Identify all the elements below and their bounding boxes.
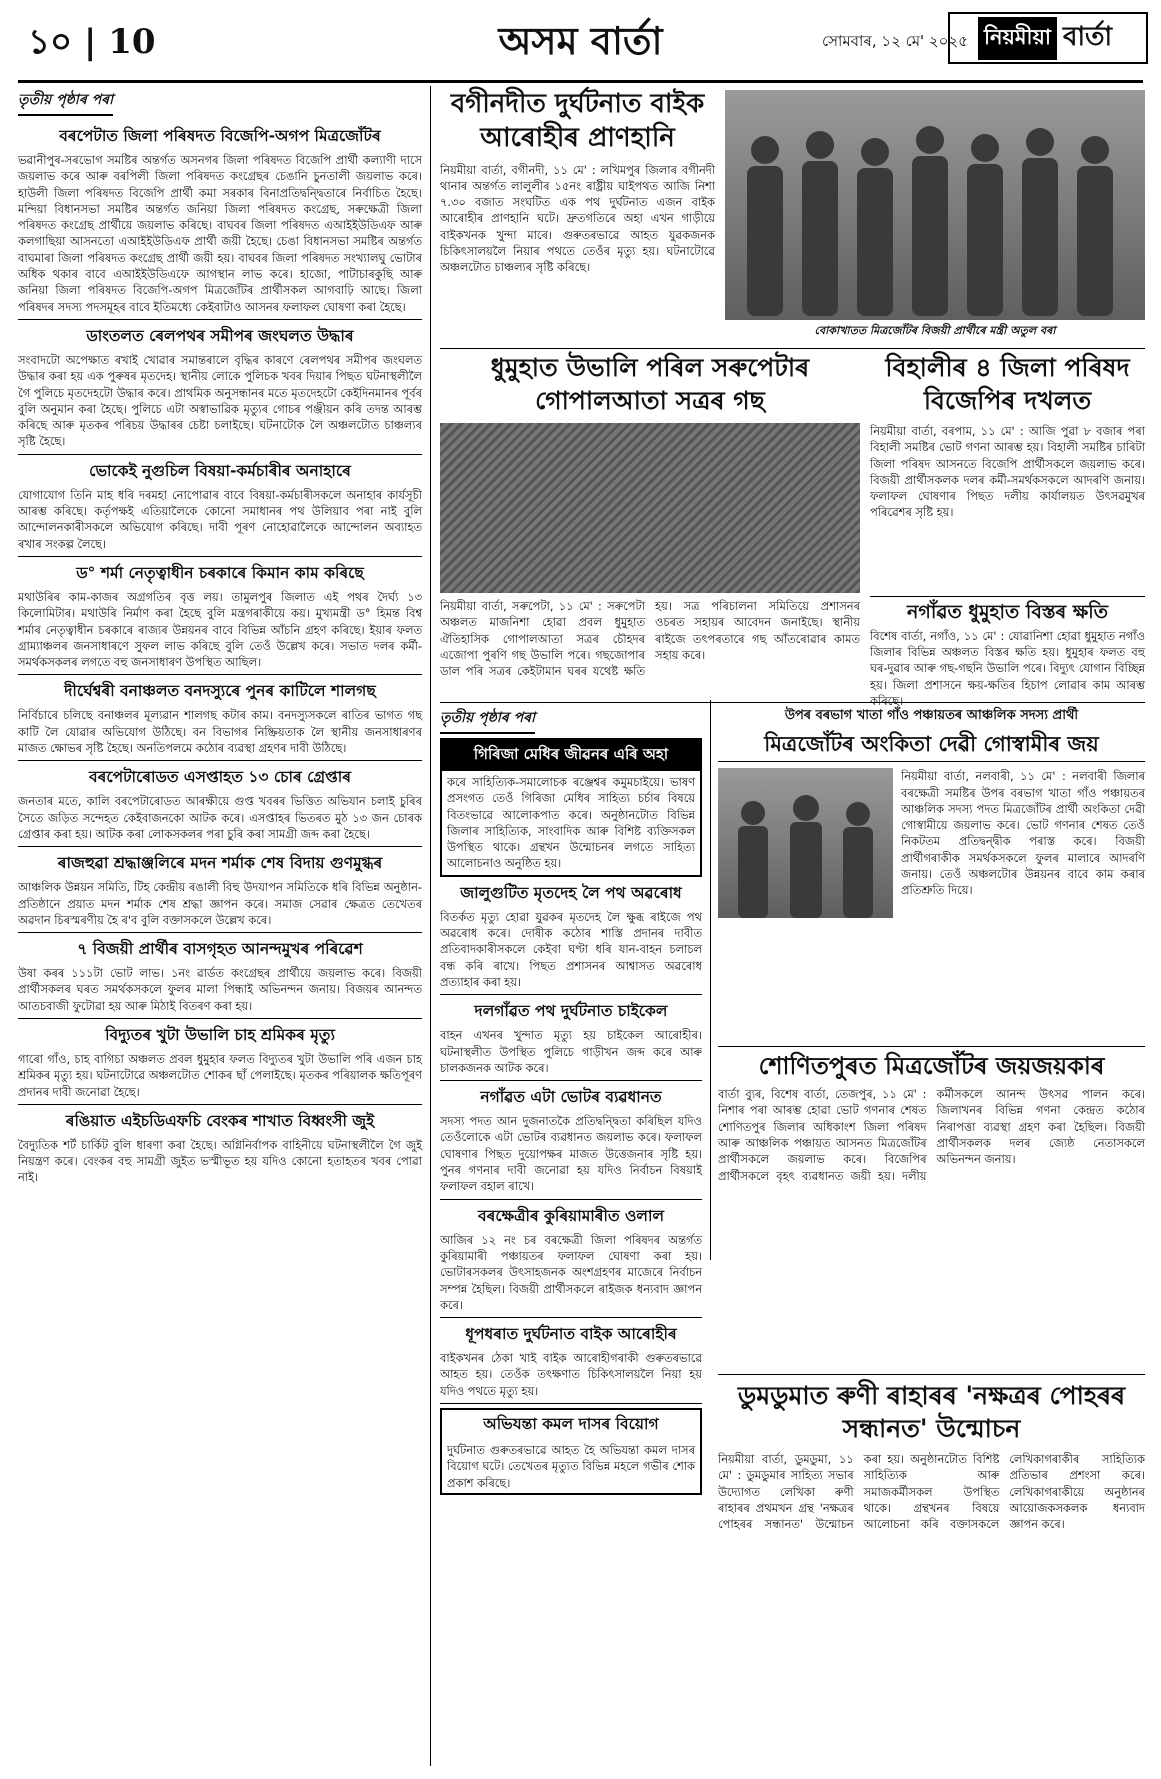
divider: [18, 319, 422, 320]
divider: [18, 1018, 422, 1019]
article-body: বাইকখনৰ ঠেকা খাই বাইক আৰোহীগৰাকী গুৰুতৰভাৱে আহত হয়। তেওঁক তৎক্ষণাত চিকিৎসালয়লৈ নিয়া হয় যদিও পথতে মৃত্যু হয়।: [440, 1351, 702, 1398]
photo-block: [725, 90, 1145, 342]
group-photo: [725, 90, 1145, 320]
article-body: নিৰ্বিচাৰে চলিছে বনাঞ্চলৰ মূল্যৱান শালগছ কটাৰ কাম। বনদস্যুসকলে ৰাতিৰ ভাগত গছ কাটি লৈ যোৱাৰ অভিযোগ উঠিছে। বন বিভাগৰ নিষ্ক্ৰিয়তাক লৈ স্থানীয় জনসাধাৰণৰ মাজত ক্ষোভৰ সৃষ্টি হৈছে। অনতিপলমে কঠোৰ ব্যৱস্থা গ্ৰহণৰ দাবী উঠিছে।: [18, 708, 422, 756]
headline: শোণিতপুৰত মিত্ৰজোঁটৰ জয়জয়কাৰ: [758, 1051, 1105, 1080]
divider: [18, 760, 422, 761]
article-body: সদস্য পদত আন দুজনাতকৈ প্ৰতিদ্বন্দ্বিতা কৰিছিল যদিও তেওঁলোকে এটা ভোটৰ ব্যৱধানত জয়লাভ কৰে। ফলাফল ঘোষণাৰ পিছত দুয়োপক্ষৰ মাজত উত্তেজনাৰ সৃষ্টি হয়। পুনৰ গণনাৰ দাবী জনোৱা হয় যদিও নিৰ্বাচন বিষয়াই ফলাফল বহাল ৰাখে।: [440, 1114, 702, 1194]
divider: [440, 348, 1145, 349]
page-title: অসম বাৰ্তা: [498, 18, 663, 63]
article-title: বিদ্যুতৰ খুটা উভালি চাহ শ্ৰমিকৰ মৃত্যু: [105, 1025, 335, 1044]
column-divider: [430, 86, 431, 1766]
article-body: উষা কৰৰ ১১১টা ভোট লাভ। ১নং ৱাৰ্ডত কংগ্ৰেছৰ প্ৰাৰ্থীয়ে জয়লাভ কৰে। বিজয়ী প্ৰাৰ্থীসকলৰ ঘৰত সমৰ্থকসকলে ফুলৰ মালা পিন্ধাই অভিনন্দন জনায়। বিজয়ৰ আনন্দত আতচবাজী ফুটোৱা হয় আৰু মিঠাই বিতৰণ কৰা হয়।: [18, 966, 422, 1013]
article-body: গাৰো গাঁও, চাহ বাগিচা অঞ্চলত প্ৰবল ধুমুহাৰ ফলত বিদ্যুতৰ খুটা উভালি পৰি এজন চাহ শ্ৰমিকৰ মৃত্যু হয়। ঘটনাটোৱে অঞ্চলটোত শোকৰ ছাঁ পেলাইছে। মৃতকৰ পৰিয়ালক ক্ষতিপূৰণ প্ৰদানৰ দাবী জনোৱা হৈছে।: [18, 1051, 422, 1099]
divider: [440, 1403, 702, 1404]
subhead: উপৰ বৰভাগ খাতা গাঁও পঞ্চায়তৰ আঞ্চলিক সদস্য প্ৰাৰ্থী: [784, 708, 1079, 723]
article-title: দীৰ্ঘেশ্বৰী বনাঞ্চলত বনদস্যুৰে পুনৰ কাটিলে শালগছ: [64, 682, 376, 701]
divider: [718, 1046, 1145, 1047]
article-title: বৰক্ষেত্ৰীৰ কুৰিয়ামাৰীত ওলাল: [477, 1206, 664, 1225]
column-divider: [710, 700, 711, 1260]
storm-article: [440, 352, 860, 697]
article-title: নগাঁৱত এটা ভোটৰ ব্যৱধানত: [480, 1088, 662, 1107]
article-title: ৭ বিজয়ী প্ৰাৰ্থীৰ বাসগৃহত আনন্দমুখৰ পৰিৱেশ: [77, 940, 363, 959]
page-header: [0, 0, 1161, 86]
article-title: ডাংতলত ৰেলপথৰ সমীপৰ জংঘলত উদ্ধাৰ: [86, 326, 354, 345]
continued-label: তৃতীয় পৃষ্ঠাৰ পৰা: [440, 706, 535, 734]
divider: [18, 674, 422, 675]
logo-part-a: নিয়মীয়া: [978, 17, 1057, 60]
divider: [18, 932, 422, 933]
article-title: বৰপেটাৰোডত এসপ্তাহত ১৩ চোৰ গ্ৰেপ্তাৰ: [88, 768, 352, 787]
article-title: ৰাজহুৱা শ্ৰদ্ধাঞ্জলিৰে মদন শৰ্মাক শেষ বিদায় গুণমুগ্ধৰ: [57, 854, 383, 873]
headline: ডুমডুমাত ৰুণী ৰাহাৰৰ 'নক্ষত্ৰৰ পোহৰৰ সন্ধানত' উন্মোচন: [737, 1381, 1126, 1443]
logo-part-b: বাৰ্তা: [1062, 22, 1113, 52]
page-date: সোমবাৰ, ১২ মে' ২০২৫: [822, 32, 968, 50]
headline: নগাঁৱত ধুমুহাত বিস্তৰ ক্ষতি: [907, 601, 1108, 623]
article-title: ড° শৰ্মা নেতৃত্বাধীন চৰকাৰে কিমান কাম কৰিছে: [76, 563, 364, 582]
article-title: বৰপেটাত জিলা পৰিষদত বিজেপি-অগপ মিত্ৰজোঁটৰ: [59, 127, 381, 145]
article-body: সংবাদটো অপেক্ষাত ৰখাই খোৱাৰ সমান্তৰালে বৃদ্ধিৰ কাৰণে ৰেলপথৰ সমীপৰ জংঘলত উদ্ধাৰ কৰা হয় এক পুৰুষৰ মৃতদেহ। স্থানীয় লোকে পুলিচক খবৰ দিয়াৰ পিছত ঘটনাস্থলীলৈ গৈ পুলিচে মৃতদেহটো উদ্ধাৰ কৰে। প্ৰাথমিক অনুসন্ধানৰ মতে মৃতদেহটো কেইদিনমানৰ পূৰ্বৰ বুলি অনুমান কৰা হৈছে। পুলিচে এটা অস্বাভাৱিক মৃত্যুৰ গোচৰ পঞ্জীয়ন কৰি তদন্ত আৰম্ভ কৰিছে আৰু মৃতকৰ পৰিচয় উদ্ধাৰৰ চেষ্টা চলাইছে। ঘটনাটোক লৈ অঞ্চলটোত চাঞ্চল্যৰ সৃষ্টি হৈছে।: [18, 352, 422, 449]
divider: [440, 1199, 702, 1200]
divider: [18, 1104, 422, 1105]
bihali-article: [870, 352, 1145, 592]
article-title: জালুগুটিত মৃতদেহ লৈ পথ অৱৰোধ: [460, 883, 682, 902]
article-body: বাহন এখনৰ খুন্দাত মৃত্যু হয় চাইকেল আৰোহীৰ। ঘটনাস্থলীত উপস্থিত পুলিচে গাড়ীখন জব্দ কৰে আৰু চালকজনক আটক কৰে।: [440, 1028, 702, 1075]
page-number: ১০ | 10: [28, 22, 156, 62]
divider: [440, 1317, 702, 1318]
continued-label: তৃতীয় পৃষ্ঠাৰ পৰা: [18, 88, 113, 116]
article-body: বৈদ্যুতিক শৰ্ট চাৰ্কিট বুলি ধাৰণা কৰা হৈছে। অগ্নিনিৰ্বাপক বাহিনীয়ে ঘটনাস্থলীলৈ গৈ জুই নিয়ন্ত্ৰণ কৰে। বেংকৰ বহু সামগ্ৰী জুইত ভস্মীভূত হয় যদিও কোনো হতাহতৰ খবৰ পোৱা নাই।: [18, 1137, 422, 1185]
article-body: বিশেষ বাৰ্তা, নগাঁও, ১১ মে' : যোৱানিশা হোৱা ধুমুহাত নগাঁও জিলাৰ বিভিন্ন অঞ্চলত বিস্তৰ ক্ষতি হয়। ধুমুহাৰ ফলত বহু ঘৰ-দুৱাৰ আৰু গছ-গছনি উভালি পৰে। বিদ্যুৎ যোগান বিচ্ছিন্ন হয়। জিলা প্ৰশাসনে ক্ষয়-ক্ষতিৰ হিচাপ লোৱাৰ কাম আৰম্ভ কৰিছে।: [870, 628, 1145, 708]
article-body: নিয়মীয়া বাৰ্তা, সৰুপেটা, ১১ মে' : সৰুপেটা অঞ্চলত মাজনিশা হোৱা প্ৰবল ধুমুহাত ঐতিহাসিক গোপালআতা সত্ৰৰ চৌহদৰ এজোপা পুৰণি গছ উভালি পৰে। গছজোপাৰ ডাল পৰি সত্ৰৰ কেইটামান ঘৰৰ যথেষ্ট ক্ষতি হয়। সত্ৰ পৰিচালনা সমিতিয়ে প্ৰশাসনৰ ওচৰত সহায়ৰ আবেদন জনাইছে। স্থানীয় ৰাইজে তৎপৰতাৰে গছ আঁতৰোৱাৰ কামত সহায় কৰে।: [440, 599, 860, 679]
article-title: অভিযন্তা কমল দাসৰ বিয়োগ: [483, 1415, 659, 1434]
divider: [440, 1080, 702, 1081]
article-title: দলগাঁৱত পথ দুৰ্ঘটনাত চাইকেল: [474, 1002, 668, 1021]
article-body: মথাউৰিৰ কাম-কাজৰ অগ্ৰগতিৰ বৃত্ত লয়। তামুলপুৰ জিলাত এই পথৰ দৈৰ্ঘ্য ১৩ কিলোমিটাৰ। মথাউৰি নিৰ্মাণ কৰা হৈছে বুলি মন্ত্ৰগৰাকীয়ে কয়। মুখ্যমন্ত্ৰী ড° হিমন্ত বিশ্ব শৰ্মাৰ নেতৃত্বাধীন চৰকাৰে ৰাজ্যৰ উন্নয়নৰ বাবে বিভিন্ন আঁচনি গ্ৰহণ কৰিছে। ইয়াৰ ফলত গ্ৰাম্যাঞ্চলৰ জনসাধাৰণে সুফল লাভ কৰিছে বুলি তেওঁ উল্লেখ কৰে। সভাত দলৰ কৰ্মী-সমৰ্থকসকলৰ লগতে বহু জনসাধাৰণ উপস্থিত আছিল।: [18, 589, 422, 670]
article-body: বাৰ্তা ব্যুৰ, বিশেষ বাৰ্তা, তেজপুৰ, ১১ মে' : নিশাৰ পৰা আৰম্ভ হোৱা ভোট গণনাৰ শেষত শোণিতপুৰ জিলাৰ অধিকাংশ জিলা পৰিষদ আৰু আঞ্চলিক পঞ্চায়ত আসনত মিত্ৰজোঁটৰ প্ৰাৰ্থীসকলে জয়লাভ কৰে। বিজেপিৰ প্ৰাৰ্থীসকলে বৃহৎ ব্যৱধানত জয়ী হয়। দলীয় কৰ্মীসকলে আনন্দ উৎসৱ পালন কৰে। জিলাখনৰ বিভিন্ন গণনা কেন্দ্ৰত কঠোৰ নিৰাপত্তা ব্যৱস্থা গ্ৰহণ কৰা হৈছিল। বিজয়ী প্ৰাৰ্থীসকলক দলৰ জ্যেষ্ঠ নেতাসকলে অভিনন্দন জনায়।: [718, 1087, 1145, 1183]
headline: মিত্ৰজোঁটৰ অংকিতা দেৱী গোস্বামীৰ জয়: [718, 730, 1145, 762]
photo-caption: বোকাখাতত মিত্ৰজোঁটৰ বিজয়ী প্ৰাৰ্থীৰে মন্ত্ৰী অতুল বৰা: [814, 324, 1056, 337]
article-body: দুৰ্ঘটনাত গুৰুতৰভাৱে আহত হৈ অভিযন্তা কমল দাসৰ বিয়োগ ঘটে। তেখেতৰ মৃত্যুত বিভিন্ন মহলে গভীৰ শোক প্ৰকাশ কৰিছে।: [447, 1443, 695, 1490]
headline: বিহালীৰ ৪ জিলা পৰিষদ বিজেপিৰ দখলত: [885, 353, 1130, 415]
ankita-article: [718, 706, 1145, 1041]
headline: বগীনদীত দুৰ্ঘটনাত বাইক আৰোহীৰ প্ৰাণহানি: [450, 89, 705, 153]
article-title: ভোকেই নুগুচিল বিষয়া-কৰ্মচাৰীৰ অনাহাৰে: [89, 461, 351, 480]
header-rule: [18, 80, 1143, 83]
article-body: নিয়মীয়া বাৰ্তা, বৰপাম, ১১ মে' : আজি পুৱা ৮ বজাৰ পৰা বিহালী সমষ্টিৰ ভোট গণনা আৰম্ভ হয়। বিহালী সমষ্টিৰ চাৰিটা জিলা পৰিষদ আসনতে বিজেপি প্ৰাৰ্থীসকলে জয়লাভ কৰে। বিজয়ী প্ৰাৰ্থীসকলক দলৰ কৰ্মী-সমৰ্থকসকলে আদৰণি জনায়। ফলাফল ঘোষণাৰ পিছত দলীয় কাৰ্যালয়ত উৎসৱমুখৰ পৰিৱেশৰ সৃষ্টি হয়।: [870, 424, 1145, 520]
divider: [18, 454, 422, 455]
article-body: ভৱানীপুৰ-সৰভোগ সমষ্টিৰ অন্তৰ্গত অসনগৰ জিলা পৰিষদত বিজেপি প্ৰাৰ্থী কল্যাণী দাসে জয়লাভ কৰে আৰু বৰপিলী জিলা পৰিষদত কংগ্ৰেছৰ চেঙানি চুনতালী জয়লাভ কৰে। হাউলী জিলা পৰিষদত বিজেপি প্ৰাৰ্থী কমা সৰকাৰ বিনাপ্ৰতিদ্বন্দ্বিতাৰে নিৰ্বাচিত হৈছে। মন্দিয়া বিধানসভা সমষ্টিৰ অন্তৰ্গত জনিয়া জিলা পৰিষদত কংগ্ৰেছ, সৰুক্ষেত্ৰী জিলা পৰিষদত কংগ্ৰেছ প্ৰাৰ্থীয়ে জয়লাভ কৰিছে। বাঘবৰ জিলা পৰিষদত এআইইউডিএফ আৰু কলগাছিয়া আসনতো এআইইউডিএফ প্ৰাৰ্থী জয়ী হৈছে। চেঙা বিধানসভা সমষ্টিৰ অন্তৰ্গত বাঘমাৰা জিলা পৰিষদত কংগ্ৰেছ প্ৰাৰ্থী জয়ী হয়। বাঘবৰ জিলা পৰিষদত সংখ্যালঘু ভোটাৰ অধিক থকাৰ বাবে এআইইউডিএফে আগস্থান লাভ কৰে। হাজো, পাটাচাৰকুছি আৰু জনিয়া জিলা পৰিষদত বিজেপি-অগপ মিত্ৰজোঁটৰ প্ৰাৰ্থীসকল আগবাঢ়ি আছে। জিলা পৰিষদৰ সদস্য পদসমূহৰ বাবে ইতিমধ্যে কেইবাটাও আসনৰ ফলাফল ঘোষণা কৰা হৈছে।: [18, 153, 422, 314]
article-body: নিয়মীয়া বাৰ্তা, ডুমডুমা, ১১ মে' : ডুমডুমাৰ সাহিত্য সভাৰ উদ্যোগত লেখিকা ৰুণী ৰাহাৰৰ প্ৰথমখন গ্ৰন্থ 'নক্ষত্ৰৰ পোহৰৰ সন্ধানত' উন্মোচন কৰা হয়। অনুষ্ঠানটোত বিশিষ্ট সাহিত্যিক আৰু সমাজকৰ্মীসকল উপস্থিত থাকে। গ্ৰন্থখনৰ বিষয়ে আলোচনা কৰি বক্তাসকলে লেখিকাগৰাকীৰ সাহিত্যিক প্ৰতিভাৰ প্ৰশংসা কৰে। লেখিকাগৰাকীয়ে অনুষ্ঠানৰ আয়োজকসকলক ধন্যবাদ জ্ঞাপন কৰে।: [718, 1452, 1145, 1532]
article-body: নিয়মীয়া বাৰ্তা, নলবাৰী, ১১ মে' : নলবাৰী জিলাৰ বৰক্ষেত্ৰী সমষ্টিৰ উপৰ বৰভাগ খাতা গাঁও পঞ্চায়তৰ আঞ্চলিক সদস্য পদত মিত্ৰজোঁটৰ প্ৰাৰ্থী অংকিতা দেৱী গোস্বামীয়ে জয়লাভ কৰে। ভোট গণনাৰ শেষত তেওঁ নিকটতম প্ৰতিদ্বন্দ্বীক পৰাস্ত কৰে। বিজয়ী প্ৰাৰ্থীগৰাকীক সমৰ্থকসকলে ফুলৰ মালাৰে আদৰণি জনায়। তেওঁ অঞ্চলটোৰ উন্নয়নৰ বাবে কাম কৰাৰ প্ৰতিশ্ৰুতি দিয়ে।: [901, 769, 1145, 898]
nagaon-article: [870, 600, 1145, 708]
left-column: [18, 88, 422, 1768]
divider: [440, 994, 702, 995]
article-body: জনতাৰ মতে, কালি বৰপেটাৰোডত আৰক্ষীয়ে গুপ্ত খবৰৰ ভিত্তিত অভিযান চলাই চুৰিৰ সৈতে জড়িত সন্দেহত কেইবাজনকো আটক কৰে। এসপ্তাহৰ ভিতৰত মুঠ ১৩ জন চোৰক গ্ৰেপ্তাৰ কৰা হয়। আটক কৰা লোকসকলৰ পৰা চুৰি কৰা সামগ্ৰী জব্দ কৰা হৈছে।: [18, 794, 422, 841]
divider: [18, 556, 422, 557]
article-title: ৰঙিয়াত এইচডিএফচি বেংকৰ শাখাত বিধ্বংসী জুই: [65, 1111, 375, 1130]
article-body: নিয়মীয়া বাৰ্তা, বগীনদী, ১১ মে' : লখিমপুৰ জিলাৰ বগীনদী থানাৰ অন্তৰ্গত লালুলীৰ ১৫নং ৰাষ্ট্ৰীয় ঘাইপথত আজি নিশা ৭.৩০ বজাত সংঘটিত এক পথ দুৰ্ঘটনাত এজন বাইক আৰোহীৰ প্ৰাণহানি ঘটে। দ্ৰুতগতিৰে অহা এখন গাড়ীয়ে বাইকখনক খুন্দা মাৰে। গুৰুতৰভাৱে আহত যুৱকজনক চিকিৎসালয়লৈ নিয়াৰ পথতে তেওঁৰ মৃত্যু হয়। ঘটনাটোৱে অঞ্চলটোত চাঞ্চল্যৰ সৃষ্টি কৰিছে।: [440, 162, 715, 275]
divider: [870, 596, 1145, 597]
kamal-box: [440, 1408, 702, 1495]
fallen-tree-photo: [440, 423, 860, 593]
people-silhouette-icon: [725, 90, 1145, 320]
divider: [440, 702, 1145, 703]
divider: [718, 1374, 1145, 1375]
top-article: [440, 88, 715, 343]
article-body: যোগাযোগ তিনি মাহ ধৰি দৰমহা নোপোৱাৰ বাবে বিষয়া-কৰ্মচাৰীসকলে অনাহাৰ কাৰ্যসূচী আৰম্ভ কৰিছে। কৰ্তৃপক্ষই এতিয়ালৈকে কোনো সমাধানৰ পথ উলিয়াব পৰা নাই বুলি আন্দোলনকাৰীসকলে অভিযোগ কৰিছে। দাবী পূৰণ নোহোৱালৈকে আন্দোলন অব্যাহত ৰখাৰ সংকল্প লৈছে।: [18, 487, 422, 551]
headline: ধুমুহাত উভালি পৰিল সৰুপেটাৰ গোপালআতা সত্ৰৰ গছ: [490, 353, 810, 415]
dumduma-article: [718, 1380, 1145, 1765]
sonitpur-article: [718, 1050, 1145, 1370]
newspaper-logo: [948, 12, 1148, 64]
divider: [18, 846, 422, 847]
middle-column: [440, 706, 702, 1766]
article-body: বিতৰ্কত মৃত্যু হোৱা যুৱকৰ মৃতদেহ লৈ ক্ষুব্ধ ৰাইজে পথ অৱৰোধ কৰে। দোষীক কঠোৰ শাস্তি প্ৰদানৰ দাবীত প্ৰতিবাদকাৰীসকলে কেইবা ঘণ্টা ধৰি যান-বাহন চলাচল বন্ধ কৰি ৰাখে। পিছত প্ৰশাসনৰ আশ্বাসত অৱৰোধ প্ৰত্যাহাৰ কৰা হয়।: [440, 909, 702, 989]
article-title: গিৰিজা মেধিৰ জীৱনৰ এৰি অহা: [442, 740, 700, 771]
article-body: কৰে সাহিত্যিক-সমালোচক ৰঞ্জেশ্বৰ কমুমচাইয়ে। ভাষণ প্ৰসংগত তেওঁ গিৰিজা মেধিৰ সাহিত্য চৰ্চাৰ বিষয়ে বিতংভাৱে আলোকপাত কৰে। অনুষ্ঠানটোত বিভিন্ন জিলাৰ সাহিত্যিক, সাংবাদিক আৰু বিশিষ্ট ব্যক্তিসকল উপস্থিত থাকে। গ্ৰন্থখন উন্মোচনৰ লগতে সাহিত্য আলোচনাও অনুষ্ঠিত হয়।: [447, 775, 695, 871]
article-body: আজিৰ ১২ নং চৰ বৰক্ষেত্ৰী জিলা পৰিষদৰ অন্তৰ্গত কুৰিয়ামাৰী পঞ্চায়তৰ ফলাফল ঘোষণা কৰা হয়। ভোটাৰসকলৰ উৎসাহজনক অংশগ্ৰহণৰ মাজেৰে নিৰ্বাচন সম্পন্ন হৈছিল। বিজয়ী প্ৰাৰ্থীসকলে ৰাইজক ধন্যবাদ জ্ঞাপন কৰে।: [440, 1232, 702, 1312]
winner-photo: [718, 768, 893, 918]
girija-box: [440, 738, 702, 877]
article-body: আঞ্চলিক উন্নয়ন সমিতি, টিহ কেন্দ্ৰীয় ৰঙালী বিহু উদযাপন সমিতিকে ধৰি বিভিন্ন অনুষ্ঠান-প্ৰতিষ্ঠানে প্ৰয়াত মদন শৰ্মাক শেষ শ্ৰদ্ধা জ্ঞাপন কৰে। সমাজ সেৱাৰ ক্ষেত্ৰত তেখেতৰ অৱদান চিৰস্মৰণীয় হৈ ৰ'ব বুলি বক্তাসকলে উল্লেখ কৰে।: [18, 880, 422, 927]
people-silhouette-icon: [718, 768, 893, 918]
article-title: ধূপধৰাত দুৰ্ঘটনাত বাইক আৰোহীৰ: [465, 1325, 677, 1344]
